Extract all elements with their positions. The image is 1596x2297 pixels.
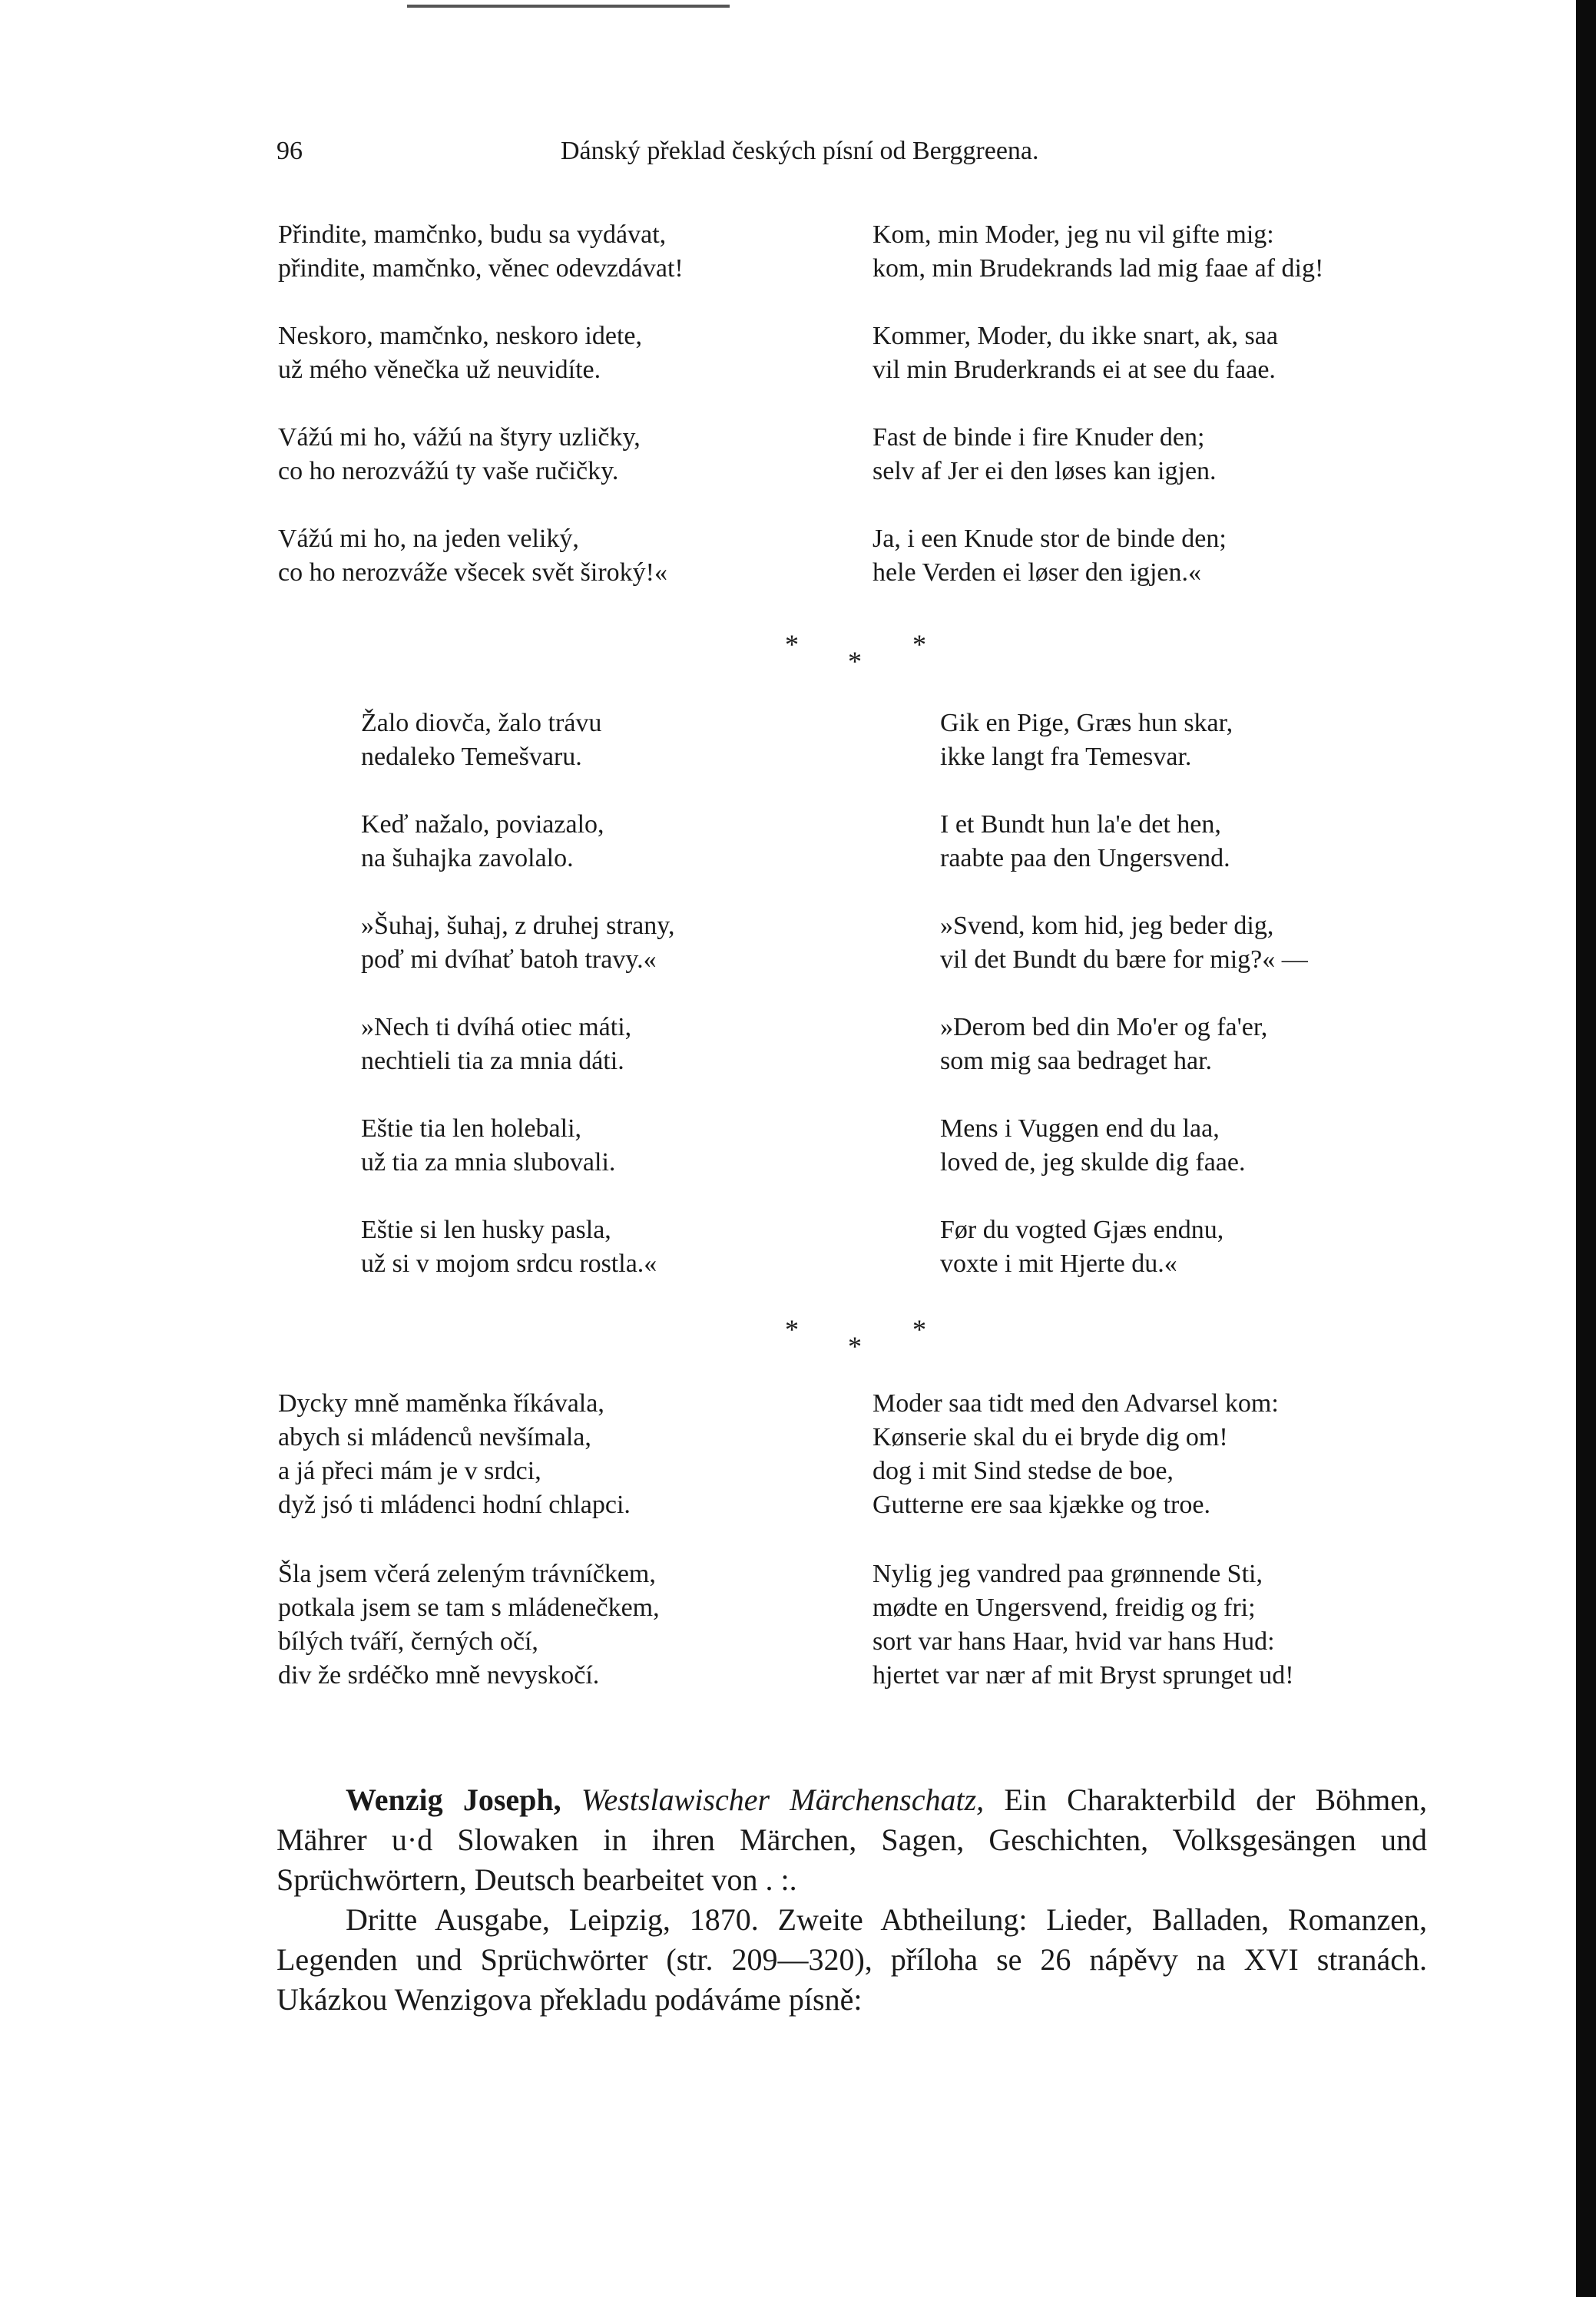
verse-line: na šuhajka zavolalo.: [361, 844, 574, 872]
verse-line: už si v mojom srdcu rostla.«: [361, 1249, 657, 1278]
verse-line: už tia za mnia slubovali.: [361, 1148, 616, 1177]
verse-line: hele Verden ei løser den igjen.«: [873, 558, 1202, 587]
verse-line: Dycky mně maměnka říkávala,: [278, 1389, 604, 1418]
verse-line: vil min Bruderkrands ei at see du faae.: [873, 356, 1276, 384]
verse-line: abych si mládenců nevšímala,: [278, 1423, 591, 1451]
danish-stanza: [940, 808, 1230, 875]
verse-line: poď mi dvíhať batoh travy.«: [361, 945, 657, 974]
verse-line: už mého věnečka už neuvidíte.: [278, 356, 601, 384]
verse-line: nechtieli tia za mnia dáti.: [361, 1047, 624, 1075]
verse-line: Kommer, Moder, du ikke snart, ak, saa: [873, 322, 1278, 350]
verse-line: přindite, mamčnko, věnec odevzdávat!: [278, 254, 684, 283]
page-header: [276, 137, 1429, 175]
danish-stanza: [873, 319, 1278, 387]
entry-paragraph: Dritte Ausgabe, Leipzig, 1870. Zweite Abtheilung: Lieder, Balladen, Romanzen, Legenden und Sprüchwörter (str. 209—320), příloha se 26 nápěvy na XVI stranách. Ukázkou Wenzigova překladu podáváme písně:: [276, 1902, 1427, 2017]
verse-line: bílých tváří, černých očí,: [278, 1627, 538, 1656]
danish-stanza: [940, 1213, 1223, 1281]
verse-line: »Derom bed din Mo'er og fa'er,: [940, 1013, 1268, 1041]
asterisk: *: [848, 646, 862, 677]
verse-line: Gik en Pige, Græs hun skar,: [940, 709, 1233, 737]
czech-stanza: [278, 1387, 631, 1522]
verse-line: potkala jsem se tam s mládenečkem,: [278, 1594, 660, 1622]
verse-line: Keď nažalo, poviazalo,: [361, 810, 604, 839]
slovak-stanza: [361, 1011, 631, 1078]
verse-line: mødte en Ungersvend, freidig og fri;: [873, 1594, 1256, 1622]
verse-line: Nylig jeg vandred paa grønnende Sti,: [873, 1560, 1263, 1588]
verse-line: »Šuhaj, šuhaj, z druhej strany,: [361, 912, 675, 940]
scan-edge-rule: [407, 5, 730, 8]
verse-line: co ho nerozvážú ty vaše ručičky.: [278, 457, 619, 485]
verse-line: Eštie tia len holebali,: [361, 1114, 582, 1143]
verse-line: nedaleko Temešvaru.: [361, 743, 582, 771]
asterisk: *: [912, 629, 926, 660]
entry-description: Ein Charakterbild der Böhmen, Mährer u·d Slowaken in ihren Märchen, Sagen, Geschichten, Volksgesängen und Sprüchwörtern, Deutsch bearbeitet von . :.: [276, 1782, 1427, 1897]
verse-line: sort var hans Haar, hvid var hans Hud:: [873, 1627, 1275, 1656]
verse-line: Kønserie skal du ei bryde dig om!: [873, 1423, 1228, 1451]
czech-stanza: [278, 421, 641, 488]
verse-line: Mens i Vuggen end du laa,: [940, 1114, 1220, 1143]
verse-line: Žalo diovča, žalo trávu: [361, 709, 602, 737]
verse-line: Vážú mi ho, na jeden veliký,: [278, 525, 579, 553]
verse-line: Přindite, mamčnko, budu sa vydávat,: [278, 220, 667, 249]
danish-stanza: [873, 1557, 1294, 1693]
verse-line: som mig saa bedraget har.: [940, 1047, 1213, 1075]
running-title: Dánský překlad českých písní od Berggreena.: [561, 137, 1039, 165]
danish-stanza: [873, 218, 1323, 286]
verse-line: raabte paa den Ungersvend.: [940, 844, 1230, 872]
verse-line: »Nech ti dvíhá otiec máti,: [361, 1013, 632, 1041]
czech-stanza: [278, 319, 642, 387]
verse-line: I et Bundt hun la'e det hen,: [940, 810, 1221, 839]
danish-stanza: [940, 909, 1308, 977]
asterisk: *: [912, 1314, 926, 1345]
danish-stanza: [940, 707, 1233, 774]
verse-line: Šla jsem včerá zeleným trávníčkem,: [278, 1560, 656, 1588]
verse-line: Ja, i een Knude stor de binde den;: [873, 525, 1227, 553]
danish-stanza: [940, 1112, 1245, 1180]
verse-line: voxte i mit Hjerte du.«: [940, 1249, 1177, 1278]
verse-line: »Svend, kom hid, jeg beder dig,: [940, 912, 1274, 940]
asterisk: *: [785, 1314, 799, 1345]
verse-line: Vážú mi ho, vážú na štyry uzličky,: [278, 423, 641, 452]
verse-line: Kom, min Moder, jeg nu vil gifte mig:: [873, 220, 1274, 249]
verse-line: Fast de binde i fire Knuder den;: [873, 423, 1205, 452]
verse-line: kom, min Brudekrands lad mig faae af dig!: [873, 254, 1324, 283]
czech-stanza: [278, 218, 684, 286]
page-number: 96: [276, 137, 303, 165]
author-name: Wenzig Joseph,: [346, 1782, 561, 1817]
verse-line: Moder saa tidt med den Advarsel kom:: [873, 1389, 1279, 1418]
danish-stanza: [873, 421, 1217, 488]
czech-stanza: [278, 522, 667, 590]
verse-line: loved de, jeg skulde dig faae.: [940, 1148, 1246, 1177]
verse-line: Før du vogted Gjæs endnu,: [940, 1216, 1224, 1244]
verse-line: ikke langt fra Temesvar.: [940, 743, 1192, 771]
verse-line: Eštie si len husky pasla,: [361, 1216, 611, 1244]
verse-line: Gutterne ere saa kjække og troe.: [873, 1491, 1210, 1519]
asterisk: *: [848, 1331, 862, 1362]
entry-paragraph: [276, 1780, 1427, 1900]
asterisk: *: [785, 629, 799, 660]
verse-line: dog i mit Sind stedse de boe,: [873, 1457, 1174, 1485]
verse-line: selv af Jer ei den løses kan igjen.: [873, 457, 1217, 485]
slovak-stanza: [361, 1112, 615, 1180]
slovak-stanza: [361, 909, 675, 977]
danish-stanza: [940, 1011, 1267, 1078]
slovak-stanza: [361, 808, 604, 875]
danish-stanza: [873, 522, 1227, 590]
verse-line: Neskoro, mamčnko, neskoro idete,: [278, 322, 642, 350]
asterism-separator: [776, 628, 945, 690]
verse-line: dyž jsó ti mládenci hodní chlapci.: [278, 1491, 631, 1519]
slovak-stanza: [361, 707, 601, 774]
work-title: Westslawischer Märchenschatz,: [581, 1782, 985, 1817]
bibliographic-entry: [276, 1780, 1427, 2020]
asterism-separator: [776, 1313, 945, 1375]
slovak-stanza: [361, 1213, 657, 1281]
verse-line: vil det Bundt du bære for mig?« —: [940, 945, 1308, 974]
verse-line: co ho nerozváže všecek svět široký!«: [278, 558, 667, 587]
danish-stanza: [873, 1387, 1279, 1522]
verse-line: a já přeci mám je v srdci,: [278, 1457, 541, 1485]
verse-line: div že srdéčko mně nevyskočí.: [278, 1661, 600, 1690]
czech-stanza: [278, 1557, 660, 1693]
verse-line: hjertet var nær af mit Bryst sprunget ud!: [873, 1661, 1294, 1690]
